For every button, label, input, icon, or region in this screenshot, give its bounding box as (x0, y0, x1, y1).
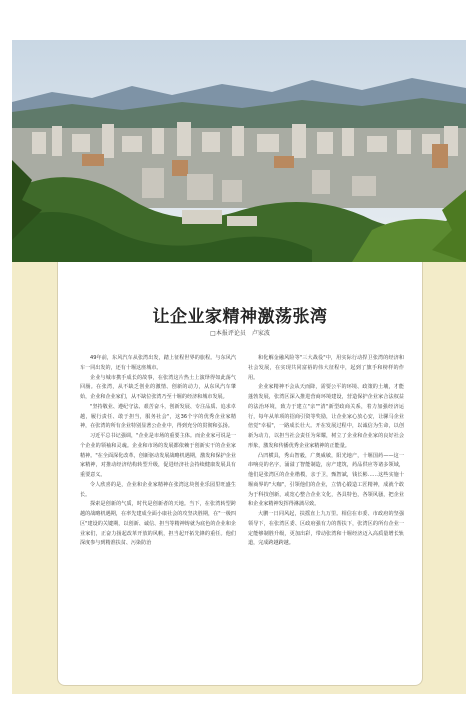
article-card (57, 262, 423, 686)
city-photo (12, 40, 466, 262)
article-title: 让企业家精神激荡张湾 (152, 307, 328, 327)
paragraph: "坚持敬业、遵纪守法、艰苦奋斗，创新发展、专注品质、追求卓越，履行责任、敢于担当，服务社会"，这36个字的优秀企业家精神，在张湾的所有企业特别显著公企业中，得到充分的贯彻和弘扬。 (80, 403, 236, 430)
article-column-left (80, 354, 236, 679)
paragraph: 企业与城市携手成长的故事，在张湾这片热土上演绎得如此荡气回肠。在张湾，从不缺乏创业的激情、创新的动力，从东风汽车肇始，企业和企业家们，从不缺位张湾乃至十堰的经济和城市发展。 (80, 374, 236, 400)
article-body (80, 354, 404, 679)
city-skyline-image (12, 40, 466, 262)
paragraph: 凸凹横具，秀山智毅，广奥威敏，阳光地产，十堰国药——这一串响亮的名字，涌溢了智能制造，房产建筑，药品供应等诸多领域，他们是张湾区的企业楷模，亲于卫，甄智斌，钱长彬……这些实施十堰商界的"大咖"，引领他们的企业，立情心锻造工匠精神，成就个敢为于科技创新，或宽心整合企业文化，各具特色，各领风骚，把企业和企业家精神发挥得淋漓尽致。 (248, 452, 404, 508)
paragraph: 令人欣喜的是，企业和企业家精神在张湾这块创业乐园里旺盛生长。 (80, 481, 236, 498)
paragraph: 企业家精神不会从天而降，需要公平的环境、政策的土壤，才能蓬勃发展，张湾区深入推进营商环境建设，营造保护企业家合法权益的法治环境，致力于建立"亲""清"新型政商关系，着力加强经济运行，每年从单项的招商引资等奖励，让企业家心放心安，让骡马企业倍觉"幸福"，一路成长壮大。开在发展过程中，以诚信为生命，以创新为动力，以担当社会责任为荣耀，树立了企业和企业家的良好社会形象，激发和传播优秀企业家精神的正能量。 (248, 384, 404, 449)
article-byline: □本报评论员 卢家波 (210, 330, 270, 337)
paragraph: 和化解金融风险等"三大战役"中，用实际行动捍卫张湾的经济和社会发展，在实现共同富裕的伟大征程中，起到了旗手和榜样的作用。 (248, 355, 404, 381)
paragraph: 49年前，东风汽车从张湾出发，踏上征程世界的旅程。与东风汽车一同出发的，还有十堰这座城市。 (80, 355, 236, 371)
paragraph: 探索是创新的气质，时代是创新者的天地。当下，在张湾转型跨越的战略机遇期，在率先建成全面小康社会的攻坚决胜期，在"一极四区"建设的关键期，以创新、诚信、担当等精神铸就为底色的企业和企业家们，正奋力扬起改革开放的风帆，担当起开拓先锋的重任。他们深度参与到精准扶贫、污染防治 (80, 501, 236, 547)
paragraph: 习近平总书记强调，"企业是市场的重要主体。而企业家可说是一个企业的领袖和灵魂。企业和市场的发展都依赖于创新实干的企业家精神。"在全面深化改革，创新驱动发展战略机遇期，激发和保护企业家精神，对推动经济结构转型升级，促进经济社会持续健康发展具有重要意义。 (80, 433, 236, 478)
paragraph: 大鹏一日同风起，扶摇直上九万里。相信在市委、市政府的坚强领导下，在张湾区委、区政府强有力的帮扶下，张湾区的所有企业一定能够制胜升级，更加出彩，带动张湾和十堰经济迈入高质量增长轨道，完成跨越跨越。 (248, 511, 404, 547)
article-column-right (248, 354, 404, 679)
